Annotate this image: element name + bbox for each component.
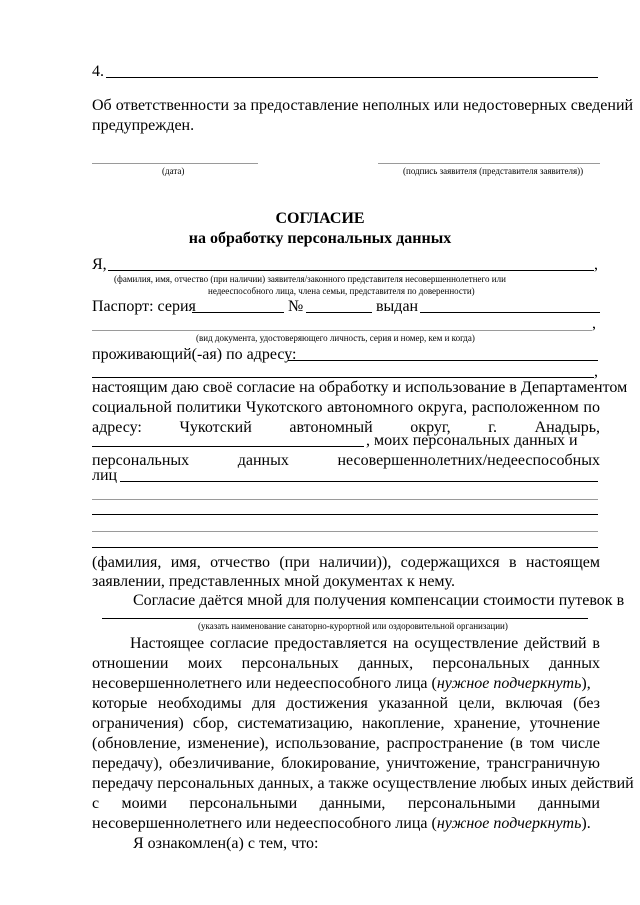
p2-line-10: несовершеннолетнего или недееспособного лица (нужное подчеркнуть). <box>92 815 591 832</box>
city-address-line <box>92 446 364 447</box>
consent-text-line-4: , моих персональных данных и <box>366 432 578 449</box>
consent-text-line-6: лиц <box>92 467 118 484</box>
document-caption: (вид документа, удостоверяющего личность, серия и номер, кем и когда) <box>196 333 475 343</box>
passport-label: Паспорт: серия <box>92 298 196 315</box>
persons-line-5 <box>92 547 598 548</box>
consent-text-line-5: персональных данных несовершеннолетних/недееспособных <box>92 452 600 469</box>
p2-line-7: передачу), обезличивание, блокирование, уничтожение, трансграничную <box>92 755 600 772</box>
passport-series-line <box>192 312 284 313</box>
p2-line-8: передачу персональных данных, а также осуществление любых иных действий <box>92 775 634 792</box>
fio-caption-2: недееспособного лица, члена семьи, представителя по доверенности) <box>208 286 475 296</box>
date-line <box>92 163 258 164</box>
p2-line-6: (обновление, изменение), использование, распространение (в том числе <box>92 735 600 752</box>
persons-line-2 <box>92 499 598 500</box>
consent-text-line-3: адресу: Чукотский автономный округ, г. Анадырь, <box>92 419 600 436</box>
responsibility-line-1: Об ответственности за предоставление неполных или недостоверных сведений <box>92 97 634 114</box>
p2-line-1: Настоящее согласие предоставляется на осуществление действий в <box>130 635 600 652</box>
item-number: 4. <box>92 63 104 80</box>
passport-number-line <box>306 312 372 313</box>
p2-line-2: отношении моих персональных данных, персональных данных <box>92 655 600 672</box>
signature-caption: (подпись заявителя (представителя заявителя)) <box>403 166 584 176</box>
organization-caption: (указать наименование санаторно-курортной или оздоровительной организации) <box>198 621 508 631</box>
consent-text-line-1: настоящим даю своё согласие на обработку и использование в Департаментом <box>92 379 628 396</box>
consent-text-fio-line: (фамилия, имя, отчество (при наличии)), содержащихся в настоящем <box>92 554 600 571</box>
fio-comma: , <box>594 256 598 273</box>
signature-line <box>378 163 600 164</box>
responsibility-line-2: предупрежден. <box>92 117 195 134</box>
acknowledgement-text: Я ознакомлен(а) с тем, что: <box>133 835 319 852</box>
address-line-1 <box>288 360 598 361</box>
organization-line <box>102 618 588 619</box>
passport-issued-label: выдан <box>376 298 419 315</box>
fio-line <box>108 270 594 271</box>
persons-line-3 <box>92 514 598 515</box>
consent-title: СОГЛАСИЕ <box>275 210 365 227</box>
document-line <box>92 330 592 331</box>
consent-text-last: заявлении, представленных мной документах к нему. <box>92 573 455 590</box>
p2-line-3: несовершеннолетнего или недееспособного лица (нужное подчеркнуть), <box>92 675 591 692</box>
ya-label: Я, <box>92 256 107 273</box>
address-comma: , <box>594 363 598 380</box>
date-caption: (дата) <box>162 166 185 176</box>
item4-fill-line <box>106 77 598 78</box>
consent-text-line-2: социальной политики Чукотского автономного округа, расположенном по <box>92 399 600 416</box>
p2-line-9: с моими персональными данными, персональными данными <box>92 795 600 812</box>
passport-issued-line <box>420 312 600 313</box>
p2-line-5: ограничения) сбор, систематизацию, накопление, хранение, уточнение <box>92 715 600 732</box>
persons-line-1 <box>120 481 598 482</box>
passport-number-label: № <box>288 298 304 315</box>
address-label: проживающий(-ая) по адресу: <box>92 346 297 363</box>
document-comma: , <box>592 315 596 332</box>
p2-line-4: которые необходимы для достижения указанной цели, включая (без <box>92 695 600 712</box>
fio-caption-1: (фамилия, имя, отчество (при наличии) заявителя/законного представителя несовершеннолетнего или <box>114 274 506 284</box>
persons-line-4 <box>92 531 598 532</box>
purpose-text: Согласие даётся мной для получения компенсации стоимости путевок в <box>133 592 625 609</box>
consent-subtitle: на обработку персональных данных <box>188 230 452 247</box>
